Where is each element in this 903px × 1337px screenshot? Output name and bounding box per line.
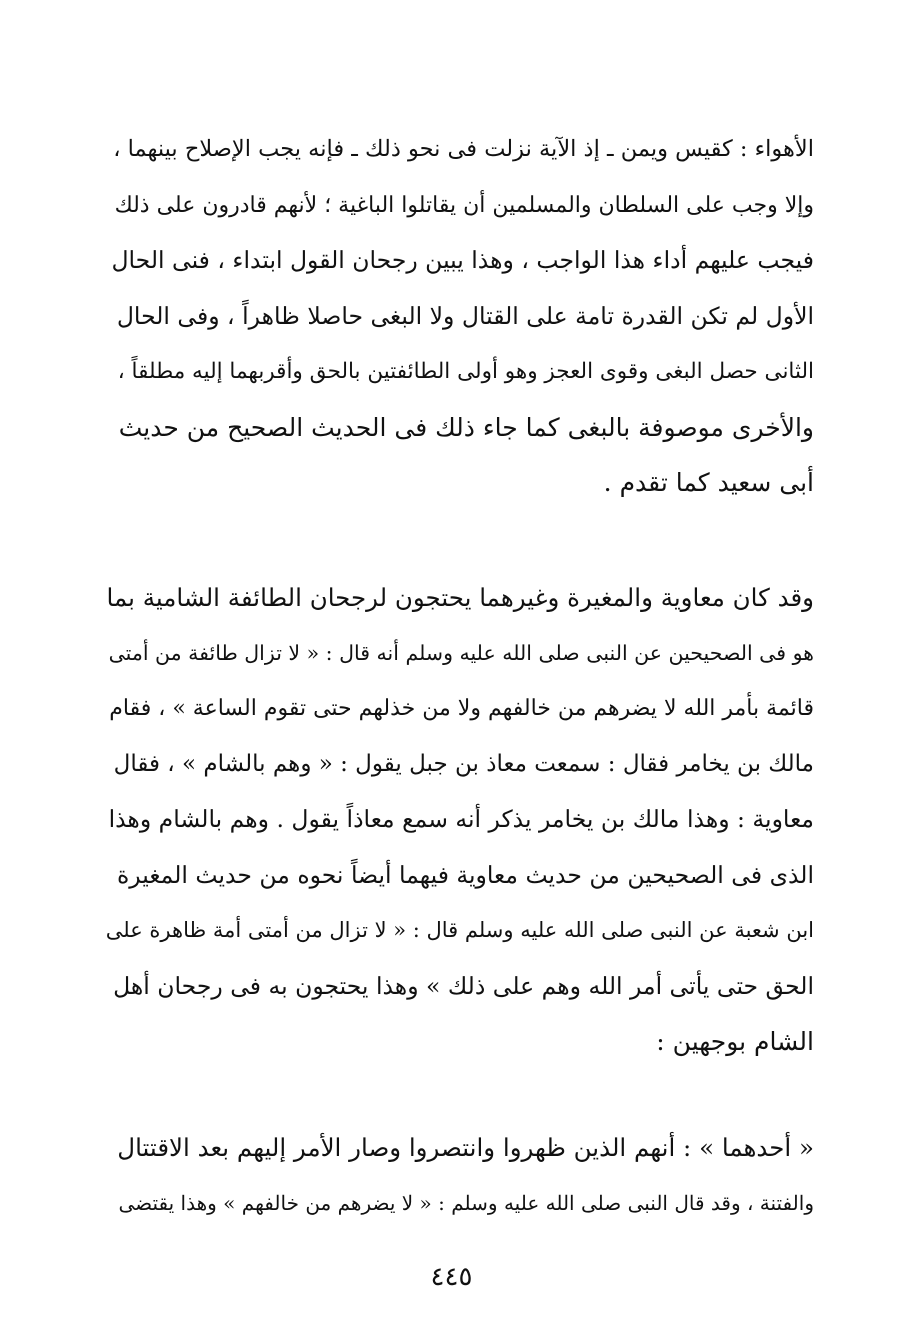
text-line: معاوية : وهذا مالك بن يخامر يذكر أنه سمع معاذاً يقول . وهم بالشام وهذا (108, 805, 814, 833)
text-line: والأخرى موصوفة بالبغى كما جاء ذلك فى الحديث الصحيح من حديث (118, 412, 814, 442)
text-line: الثانى حصل البغى وقوى العجز وهو أولى الطائفتين بالحق وأقربهما إليه مطلقاً ، (117, 359, 814, 384)
text-line: الشام بوجهين : (656, 1027, 814, 1056)
text-line: الذى فى الصحيحين من حديث معاوية فيهما أيضاً نحوه من حديث المغيرة (116, 860, 814, 889)
text-line: مالك بن يخامر فقال : سمعت معاذ بن جبل يقول : « وهم بالشام » ، فقال (113, 750, 814, 777)
text-line: وإلا وجب على السلطان والمسلمين أن يقاتلوا الباغية ؛ لأنهم قادرون على ذلك (114, 192, 814, 218)
text-line: الحق حتى يأتى أمر الله وهم على ذلك » وهذا يحتجون به فى رجحان أهل (113, 971, 814, 1000)
paragraph-1 (104, 122, 814, 511)
text-line: هو فى الصحيحين عن النبى صلى الله عليه وسلم أنه قال : « لا تزال طائفة من أمتى (108, 640, 814, 665)
text-line: فيجب عليهم أداء هذا الواجب ، وهذا يبين رجحان القول ابتداء ، فنى الحال (111, 246, 814, 274)
text-line: وقد كان معاوية والمغيرة وغيرهما يحتجون لرجحان الطائفة الشامية بما (106, 583, 814, 612)
text-line: قائمة بأمر الله لا يضرهم من خالفهم ولا من خذلهم حتى تقوم الساعة » ، فقام (109, 696, 814, 721)
paragraph-2 (104, 570, 814, 1070)
page-number: ٤٤٥ (430, 1262, 473, 1292)
text-line: الأهواء : كقيس ويمن ـ إذ الآية نزلت فى نحو ذلك ـ فإنه يجب الإصلاح بينهما ، (113, 136, 814, 162)
text-line: والفتنة ، وقد قال النبى صلى الله عليه وسلم : « لا يضرهم من خالفهم » وهذا يقتضى (118, 1190, 814, 1215)
text-line: ابن شعبة عن النبى صلى الله عليه وسلم قال : « لا تزال من أمتى أمة ظاهرة على (105, 918, 814, 942)
text-line: « أحدهما » : أنهم الذين ظهروا وانتصروا وصار الأمر إليهم بعد الاقتتال (117, 1133, 814, 1162)
text-line: أبى سعيد كما تقدم . (603, 468, 814, 497)
paragraph-3 (104, 1120, 814, 1231)
text-line: الأول لم تكن القدرة تامة على القتال ولا البغى حاصلا ظاهراً ، وفى الحال (116, 301, 814, 330)
